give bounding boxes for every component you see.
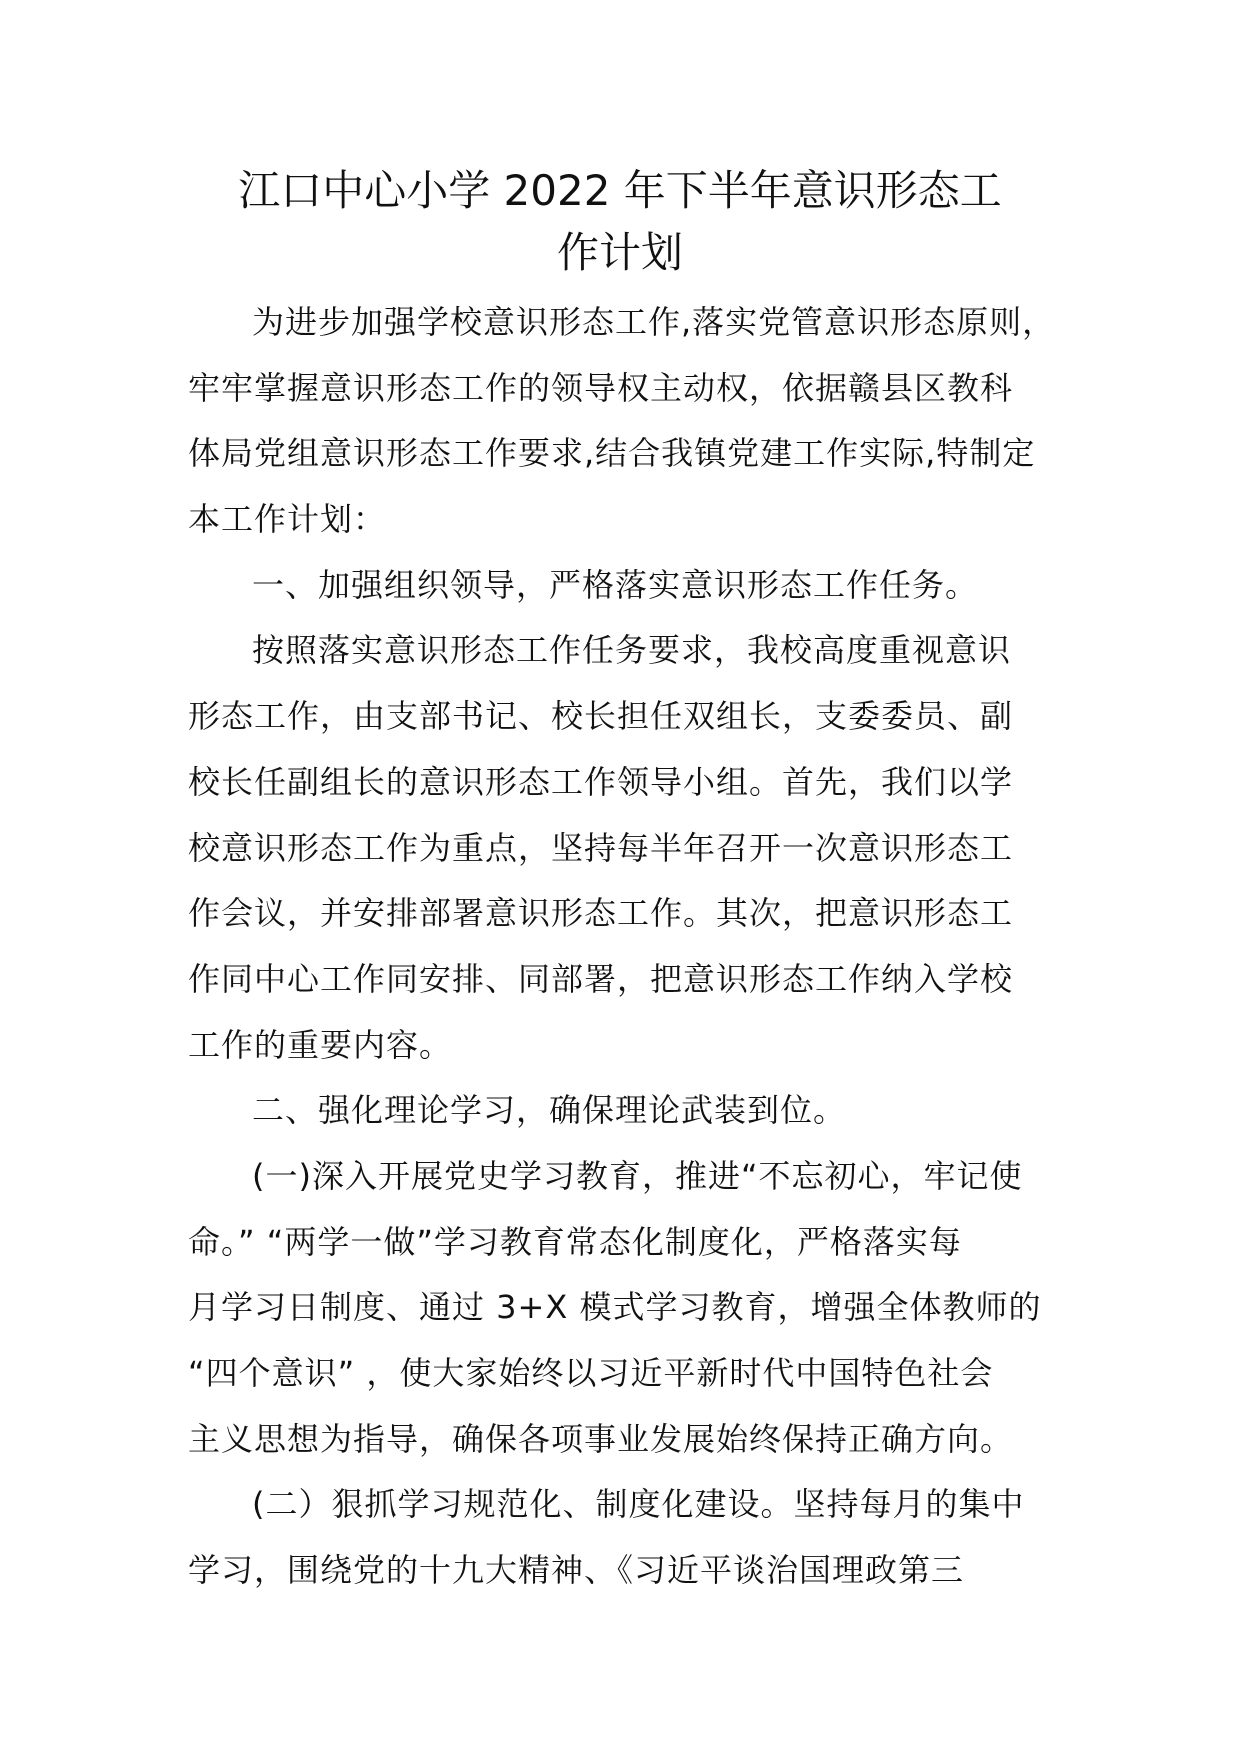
- document-title: [160, 160, 1080, 284]
- body-text-line: 主义思想为指导，确保各项事业发展始终保持正确方向。: [188, 1419, 1014, 1458]
- body-text-line: 二、强化理论学习，确保理论武装到位。: [252, 1091, 847, 1130]
- body-text-line: 工作的重要内容。: [188, 1025, 453, 1064]
- title-line-1: 江口中心小学 2022 年下半年意识形态工: [238, 166, 1002, 215]
- body-text-line: 牢牢掌握意识形态工作的领导权主动权，依据赣县区教科: [188, 368, 1014, 407]
- body-text-line: 为进步加强学校意识形态工作,落实党管意识形态原则，: [252, 303, 1056, 341]
- body-text-line: “四个意识” ，使大家始终以习近平新时代中国特色社会: [188, 1354, 994, 1392]
- body-text-line: (一)深入开展党史学习教育，推进“不忘初心，牢记使: [252, 1156, 1023, 1195]
- document-body: [188, 290, 1068, 1604]
- body-text-line: 体局党组意识形态工作要求,结合我镇党建工作实际,特制定: [188, 434, 1036, 473]
- body-text-line: 命。” “两学一做”学习教育常态化制度化，严格落实每: [188, 1222, 962, 1261]
- body-text-line: 按照落实意识形态工作任务要求，我校高度重视意识: [252, 631, 1012, 670]
- body-text-line: 一、加强组织领导，严格落实意识形态工作任务。: [252, 565, 979, 604]
- body-text-line: (二）狠抓学习规范化、制度化建设。坚持每月的集中: [252, 1485, 1025, 1524]
- body-text-line: 本工作计划：: [188, 500, 387, 539]
- body-text-line: 作会议，并安排部署意识形态工作。其次，把意识形态工: [188, 894, 1014, 933]
- body-text-line: 作同中心工作同安排、同部署，把意识形态工作纳入学校: [188, 959, 1014, 998]
- body-text-line: 校意识形态工作为重点，坚持每半年召开一次意识形态工: [188, 828, 1014, 867]
- body-text-line: 学习，围绕党的十九大精神、《习近平谈治国理政第三: [188, 1551, 965, 1590]
- body-text-line: 形态工作，由支部书记、校长担任双组长，支委委员、副: [188, 697, 1014, 736]
- body-text-line: 校长任副组长的意识形态工作领导小组。首先，我们以学: [188, 762, 1014, 801]
- title-line-2: 作计划: [556, 228, 683, 277]
- body-text-line: 月学习日制度、通过 3+X 模式学习教育，增强全体教师的: [188, 1288, 1042, 1327]
